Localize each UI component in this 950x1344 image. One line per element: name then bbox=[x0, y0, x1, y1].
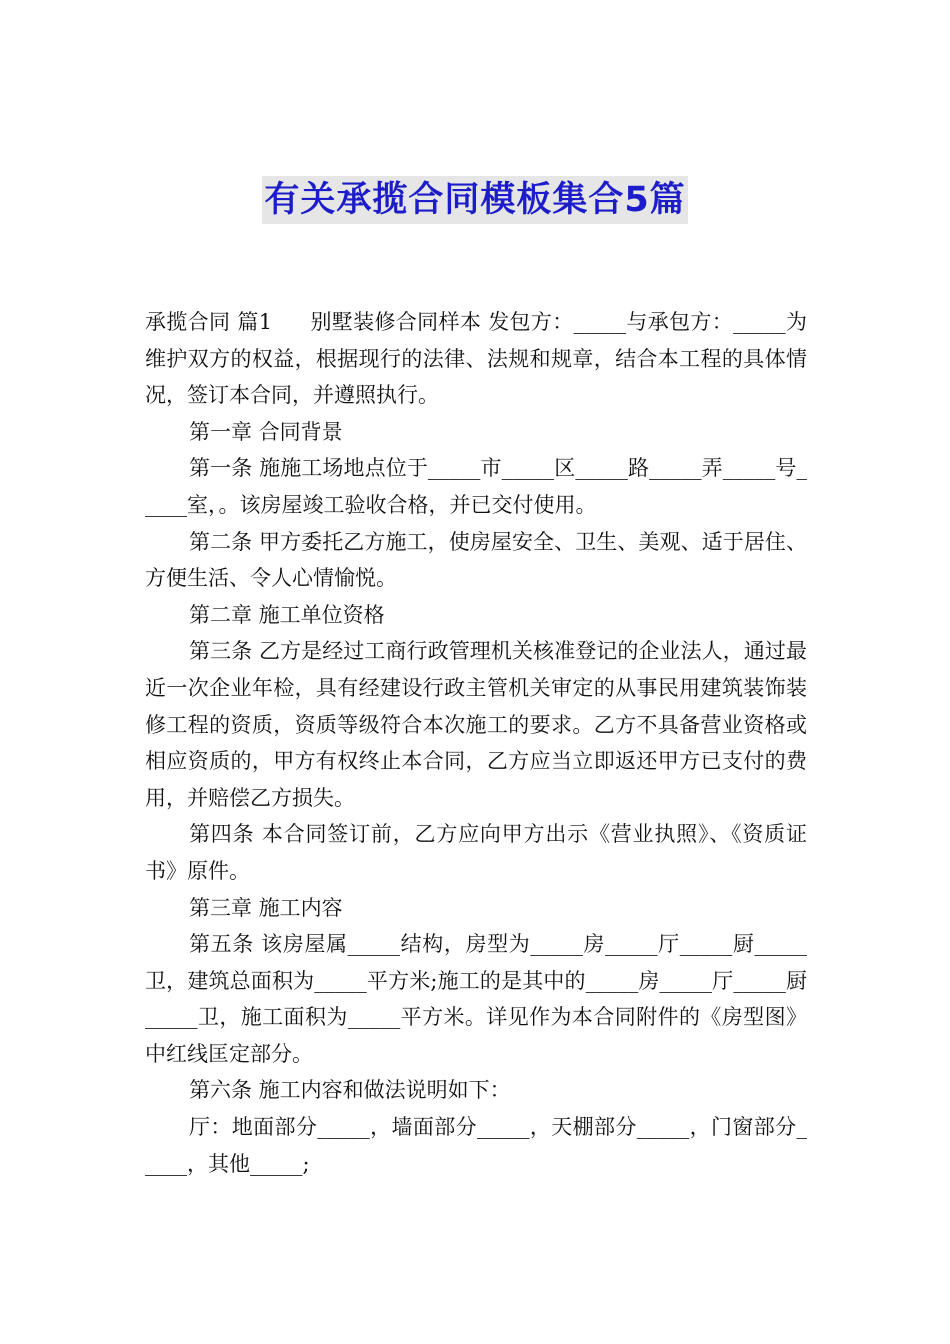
article-paragraph: 第一条 施施工场地点位于_____市_____区_____路_____弄_____号_____室，。该房屋竣工验收合格，并已交付使用。 bbox=[145, 456, 807, 517]
chapter-heading: 第一章 合同背景 bbox=[189, 419, 343, 444]
article-paragraph: 第四条 本合同签订前，乙方应向甲方出示《营业执照》、《资质证书》原件。 bbox=[145, 822, 807, 883]
intro-text: 别墅装修合同样本 发包方：_____与承包方：_____为维护双方的权益，根据现行的法律、法规和规章，结合本工程的具体情况，签订本合同，并遵照执行。 bbox=[145, 310, 807, 408]
article-paragraph: 第三条 乙方是经过工商行政管理机关核准登记的企业法人，通过最近一次企业年检，具有经建设行政主管机关审定的从事民用建筑装饰装修工程的资质，资质等级符合本次施工的要求。乙方不具备营业资格或相应资质的，甲方有权终止本合同，乙方应当立即返还甲方已支付的费用，并赔偿乙方损失。 bbox=[145, 639, 807, 810]
document-body bbox=[145, 304, 807, 1182]
article-paragraph: 第五条 该房屋属_____结构，房型为_____房_____厅_____厨_____卫，建筑总面积为_____平方米;施工的是其中的_____房_____厅_____厨_____卫，施工面积为_____平方米。详见作为本合同附件的《房型图》中红线匡定部分。 bbox=[145, 932, 807, 1066]
chapter-heading: 第二章 施工单位资格 bbox=[189, 602, 385, 627]
contract-section-label: 承揽合同 篇1 bbox=[145, 310, 273, 334]
title-container bbox=[0, 176, 950, 224]
document-title: 有关承揽合同模板集合5篇 bbox=[262, 176, 687, 224]
chapter-heading: 第三章 施工内容 bbox=[189, 895, 343, 920]
intro-paragraph bbox=[145, 304, 807, 414]
article-paragraph: 第六条 施工内容和做法说明如下： bbox=[189, 1078, 511, 1103]
article-paragraph: 第二条 甲方委托乙方施工，使房屋安全、卫生、美观、适于居住、方便生活、令人心情愉悦。 bbox=[145, 529, 807, 591]
article-paragraph: 厅：地面部分_____，墙面部分_____，天棚部分_____，门窗部分_____，其他_____; bbox=[145, 1115, 807, 1176]
